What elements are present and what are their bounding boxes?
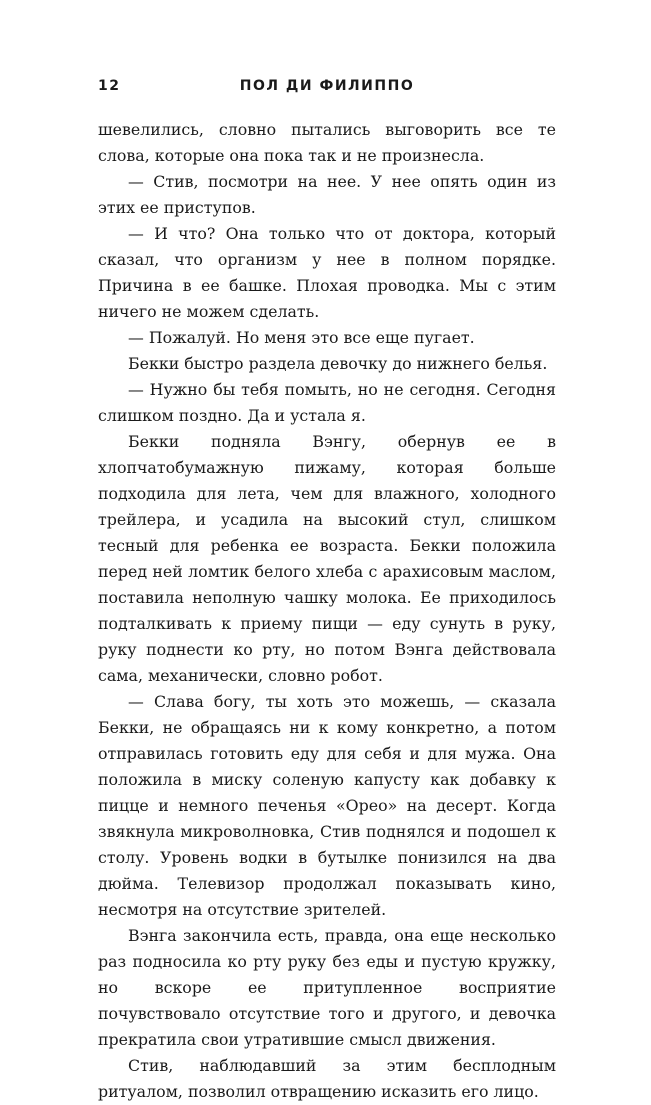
page-number: 12 [98,78,121,94]
paragraph-8: — Слава богу, ты хоть это можешь, — сказала Бекки, не обращаясь ни к кому конкретно, а потом отправилась готовить еду для себя и для мужа. Она положила в миску соленую капусту как добавку к пицце и немного печенья «Орео» на десерт. Когда звякнула микроволновка, Стив поднялся и подошел к столу. Уровень водки в бутылке понизился на два дюйма. Телевизор продолжал показывать кино, несмотря на отсутствие зрителей. [98,692,556,919]
body-text [98,117,556,1105]
paragraph-3: — И что? Она только что от доктора, который сказал, что организм у нее в полном порядке. Причина в ее башке. Плохая проводка. Мы с этим ничего не можем сделать. [98,224,556,321]
paragraph-9: Вэнга закончила есть, правда, она еще несколько раз подносила ко рту руку без еды и пустую кружку, но вскоре ее притупленное восприятие почувствовало отсутствие того и другого, и девочка прекратила свои утратившие смысл движения. [98,926,556,1049]
running-head: ПОЛ ДИ ФИЛИППО [239,78,415,94]
paragraph-7: Бекки подняла Вэнгу, обернув ее в хлопчатобумажную пижаму, которая больше подходила для лета, чем для влажного, холодного трейлера, и усадила на высокий стул, слишком тесный для ребенка ее возраста. Бекки положила перед ней ломтик белого хлеба с арахисовым маслом, поставила неполную чашку молока. Ее приходилось подталкивать к приему пищи — еду сунуть в руку, руку поднести ко рту, но потом Вэнга действовала сама, механически, словно робот. [98,432,556,685]
paragraph-2: — Стив, посмотри на нее. У нее опять один из этих ее приступов. [98,172,556,217]
paragraph-10: Стив, наблюдавший за этим бесплодным ритуалом, позволил отвращению исказить его лицо. [98,1056,556,1101]
paragraph-6: — Нужно бы тебя помыть, но не сегодня. Сегодня слишком поздно. Да и устала я. [98,380,556,425]
page-header [98,78,556,100]
paragraph-4: — Пожалуй. Но меня это все еще пугает. [128,328,475,347]
paragraph-1: шевелились, словно пытались выговорить все те слова, которые она пока так и не произнесла. [98,120,556,165]
paragraph-5: Бекки быстро раздела девочку до нижнего белья. [128,354,548,373]
